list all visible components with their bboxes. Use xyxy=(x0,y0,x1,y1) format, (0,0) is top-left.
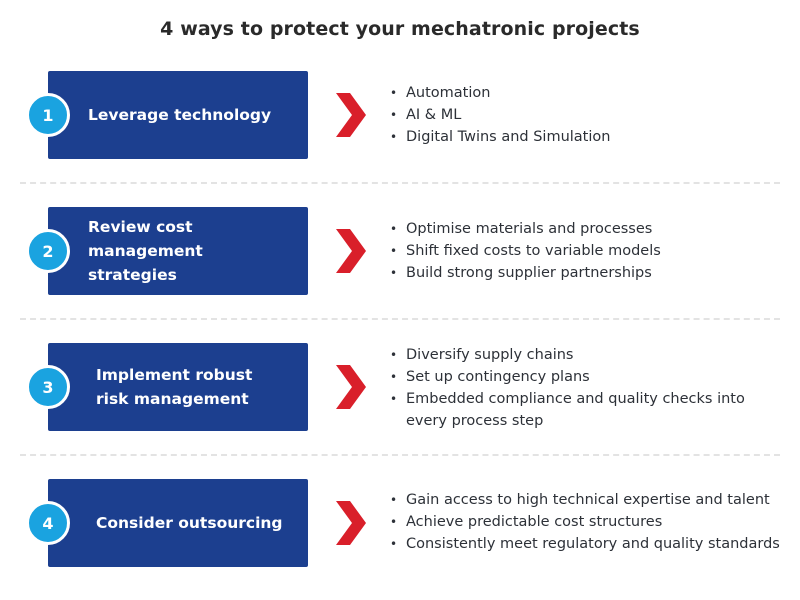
list-item: • Shift fixed costs to variable models xyxy=(390,240,661,262)
step-row-2 xyxy=(0,207,800,295)
list-item: • Digital Twins and Simulation xyxy=(390,126,610,148)
list-item: • Build strong supplier partnerships xyxy=(390,262,661,284)
chevron-right-icon xyxy=(334,93,368,137)
divider xyxy=(20,182,780,184)
bullet-list xyxy=(390,344,770,432)
page-title: 4 ways to protect your mechatronic projects xyxy=(160,18,640,40)
chevron-right-icon xyxy=(334,501,368,545)
list-item: • Automation xyxy=(390,82,610,104)
step-row-1 xyxy=(0,71,800,159)
list-item: • Consistently meet regulatory and quality standards xyxy=(390,533,790,555)
list-item: • Embedded compliance and quality checks into every process step xyxy=(390,388,756,432)
list-item: • AI & ML xyxy=(390,104,610,126)
step-card xyxy=(48,479,308,567)
step-number-badge: 4 xyxy=(26,501,70,545)
step-card xyxy=(48,207,308,295)
list-item: • Diversify supply chains xyxy=(390,344,770,366)
step-label: Implement robust risk management xyxy=(96,366,253,408)
step-card xyxy=(48,71,308,159)
divider xyxy=(20,454,780,456)
chevron-right-icon xyxy=(334,229,368,273)
step-number-badge: 1 xyxy=(26,93,70,137)
step-card xyxy=(48,343,308,431)
step-label: Leverage technology xyxy=(88,106,272,124)
list-item: • Gain access to high technical expertise and talent xyxy=(390,489,790,511)
bullet-list xyxy=(390,218,661,284)
step-number-badge: 2 xyxy=(26,229,70,273)
step-row-3 xyxy=(0,343,800,431)
list-item: • Set up contingency plans xyxy=(390,366,770,388)
step-label: Consider outsourcing xyxy=(96,514,283,532)
divider xyxy=(20,318,780,320)
bullet-list xyxy=(390,489,790,555)
step-label: Review cost management strategies xyxy=(88,218,203,284)
chevron-right-icon xyxy=(334,365,368,409)
step-row-4 xyxy=(0,479,800,567)
step-number-badge: 3 xyxy=(26,365,70,409)
bullet-list xyxy=(390,82,610,148)
list-item: • Achieve predictable cost structures xyxy=(390,511,790,533)
list-item: • Optimise materials and processes xyxy=(390,218,661,240)
